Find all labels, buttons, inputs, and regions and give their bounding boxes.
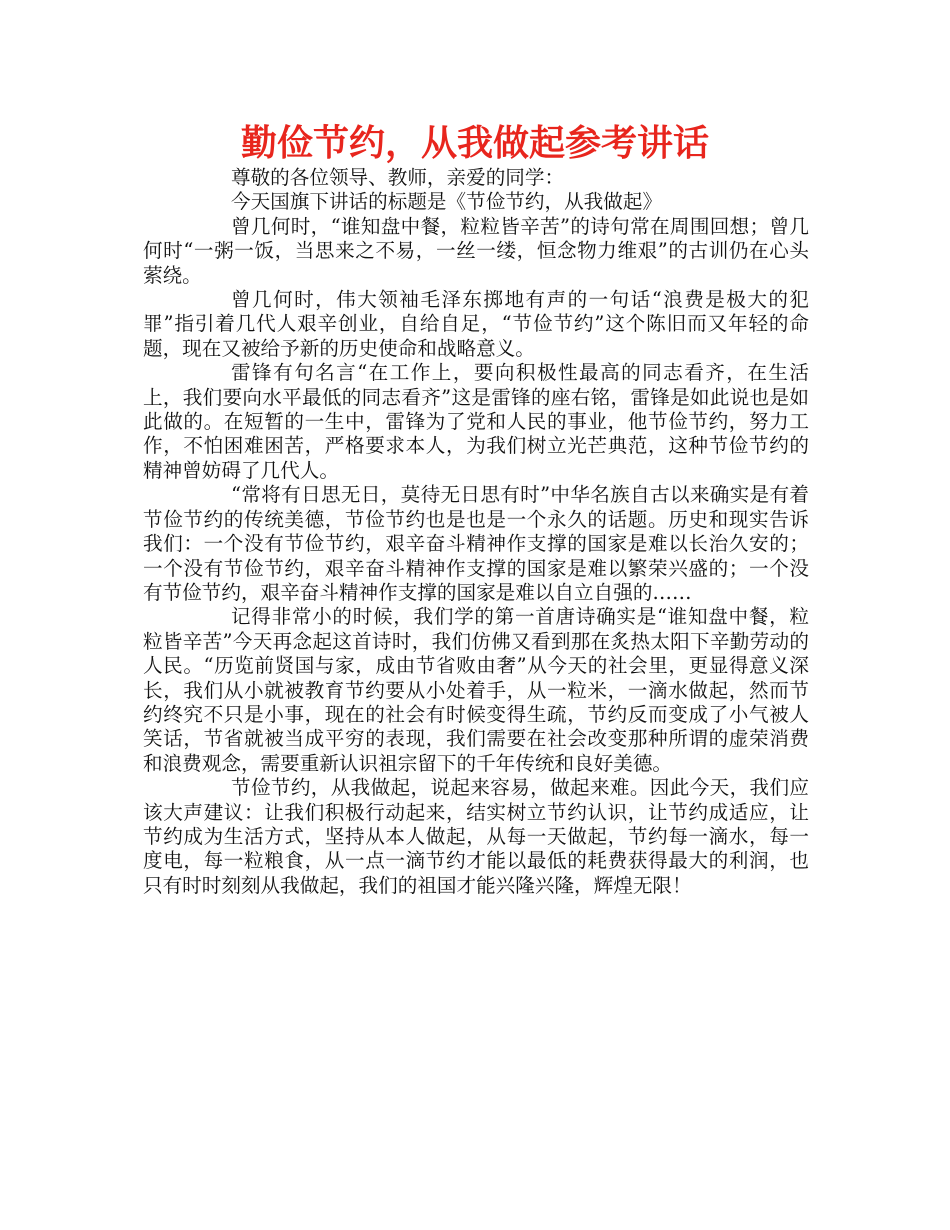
paragraph: 曾几何时，“谁知盘中餐，粒粒皆辛苦”的诗句常在周围回想；曾几何时“一粥一饭，当思来之不易，一丝一缕，恒念物力维艰”的古训仍在心头萦绕。 (143, 214, 809, 287)
paragraph: 记得非常小的时候，我们学的第一首唐诗确实是“谁知盘中餐，粒粒皆辛苦”今天再念起这首诗时，我们仿佛又看到那在炙热太阳下辛勤劳动的人民。“历览前贤国与家，成由节省败由奢”从今天的社会里，更显得意义深长，我们从小就被教育节约要从小处着手，从一粒米，一滴水做起，然而节约终究不只是小事，现在的社会有时候变得生疏，节约反而变成了小气被人笑话，节省就被当成平穷的表现，我们需要在社会改变那种所谓的虚荣消费和浪费观念，需要重新认识祖宗留下的千年传统和良好美德。 (143, 605, 809, 775)
paragraph: 雷锋有句名言“在工作上，要向积极性最高的同志看齐，在生活上，我们要向水平最低的同志看齐”这是雷锋的座右铭，雷锋是如此说也是如此做的。在短暂的一生中，雷锋为了党和人民的事业，他节俭节约，努力工作，不怕困难困苦，严格要求本人，为我们树立光芒典范，这种节俭节约的精神曾妨碍了几代人。 (143, 361, 809, 482)
document-title: 勤俭节约，从我做起参考讲话 (240, 123, 709, 164)
paragraph: 曾几何时，伟大领袖毛泽东掷地有声的一句话“浪费是极大的犯罪”指引着几代人艰辛创业，自给自足，“节俭节约”这个陈旧而又年轻的命题，现在又被给予新的历史使命和战略意义。 (143, 288, 809, 360)
paragraph: “常将有日思无日，莫待无日思有时”中华名族自古以来确实是有着节俭节约的传统美德，节俭节约也是也是一个永久的话题。历史和现实告诉我们：一个没有节俭节约，艰辛奋斗精神作支撑的国家是难以长治久安的；一个没有节俭节约，艰辛奋斗精神作支撑的国家是难以繁荣兴盛的；一个没有节俭节约，艰辛奋斗精神作支撑的国家是难以自立自强的…… (143, 483, 809, 604)
paragraph-closing: 节俭节约，从我做起，说起来容易，做起来难。因此今天，我们应该大声建议：让我们积极行动起来，结实树立节约认识，让节约成适应，让节约成为生活方式，坚持从本人做起，从每一天做起，节约每一滴水，每一度电，每一粒粮食，从一点一滴节约才能以最低的耗费获得最大的利润，也只有时时刻刻从我做起，我们的祖国才能兴隆兴隆，辉煌无限！ (143, 776, 809, 897)
paragraph-intro: 今天国旗下讲话的标题是《节俭节约，从我做起》 (231, 190, 663, 214)
salutation: 尊敬的各位领导、教师，亲爱的同学： (231, 166, 565, 189)
document-body (143, 166, 809, 898)
